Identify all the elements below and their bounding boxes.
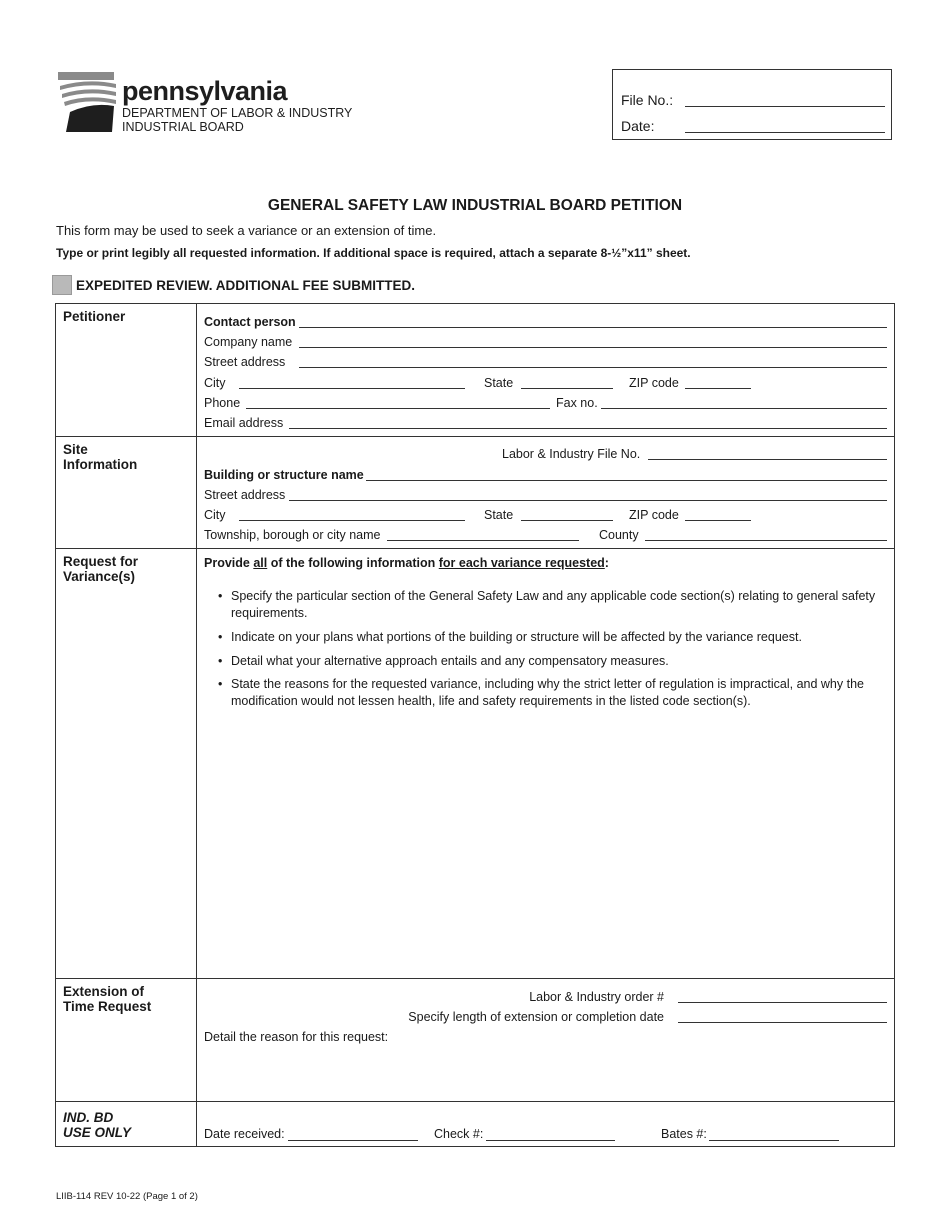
site-state-field[interactable] <box>521 520 613 521</box>
instruction-text: of the following information <box>267 556 439 570</box>
row-divider <box>56 548 894 549</box>
section-petitioner: Petitioner <box>63 309 126 324</box>
row-divider <box>56 436 894 437</box>
zip-label: ZIP code <box>629 376 679 390</box>
street-address-label: Street address <box>204 355 286 369</box>
intro-text: This form may be used to seek a variance or an extension of time. <box>56 223 437 238</box>
site-city-field[interactable] <box>239 520 465 521</box>
section-label-line: Information <box>63 457 138 472</box>
contact-person-field[interactable] <box>299 327 887 328</box>
site-zip-field[interactable] <box>685 520 751 521</box>
petition-form-table <box>55 303 895 1147</box>
variance-bullet: • Indicate on your plans what portions of the building or structure will be affected by the variance request. <box>231 629 891 646</box>
street-address-field[interactable] <box>299 367 887 368</box>
city-label: City <box>204 376 226 390</box>
company-name-label: Company name <box>204 335 293 349</box>
county-field[interactable] <box>645 540 887 541</box>
keystone-logo-icon <box>58 72 118 134</box>
file-no-field[interactable] <box>685 106 885 107</box>
phone-label: Phone <box>204 396 241 410</box>
variance-bullet: • Specify the particular section of the General Safety Law and any applicable code section(s) relating to general safety requirements. <box>231 588 891 622</box>
date-received-label: Date received: <box>204 1127 285 1141</box>
instruction-text: Provide <box>204 556 254 570</box>
state-label: State <box>484 376 514 390</box>
email-label: Email address <box>204 416 284 430</box>
section-request-for-variance <box>63 554 138 584</box>
section-label-line: Variance(s) <box>63 569 136 584</box>
row-divider <box>56 978 894 979</box>
phone-field[interactable] <box>246 408 550 409</box>
section-label-line: IND. BD <box>63 1110 114 1125</box>
expedited-label: EXPEDITED REVIEW. ADDITIONAL FEE SUBMITTED. <box>76 278 416 293</box>
instructions-text: Type or print legibly all requested information. If additional space is required, attach a separate 8-½”x11” sheet. <box>56 246 691 260</box>
site-street-address-field[interactable] <box>289 500 887 501</box>
section-label-line: USE ONLY <box>63 1125 132 1140</box>
order-no-label: Labor & Industry order # <box>529 990 664 1004</box>
extension-reason-label: Detail the reason for this request: <box>204 1030 389 1044</box>
row-divider <box>56 1101 894 1102</box>
section-label-line: Time Request <box>63 999 152 1014</box>
section-office-use <box>63 1110 131 1140</box>
township-field[interactable] <box>387 540 579 541</box>
instruction-emphasis: all <box>253 556 268 570</box>
department-line: DEPARTMENT OF LABOR & INDUSTRY <box>122 106 353 120</box>
section-label-line: Request for <box>63 554 139 569</box>
extension-reason-area[interactable] <box>198 1049 892 1097</box>
section-label-line: Extension of <box>63 984 145 999</box>
building-name-label: Building or structure name <box>204 468 364 482</box>
building-name-field[interactable] <box>366 480 887 481</box>
li-file-no-field[interactable] <box>648 459 887 460</box>
date-field[interactable] <box>685 132 885 133</box>
form-footer: LIIB-114 REV 10-22 (Page 1 of 2) <box>56 1191 198 1202</box>
file-no-label: File No.: <box>621 92 674 108</box>
zip-field[interactable] <box>685 388 751 389</box>
city-field[interactable] <box>239 388 465 389</box>
fax-field[interactable] <box>601 408 887 409</box>
page-title: GENERAL SAFETY LAW INDUSTRIAL BOARD PETITION <box>267 197 683 214</box>
fax-label: Fax no. <box>556 396 598 410</box>
county-label: County <box>599 528 639 542</box>
site-city-label: City <box>204 508 226 522</box>
instruction-emphasis: for each variance requested <box>438 556 605 570</box>
site-zip-label: ZIP code <box>629 508 679 522</box>
company-name-field[interactable] <box>299 347 887 348</box>
expedited-checkbox[interactable] <box>52 275 72 295</box>
site-state-label: State <box>484 508 514 522</box>
file-info-box <box>612 69 892 140</box>
email-field[interactable] <box>289 428 887 429</box>
board-line: INDUSTRIAL BOARD <box>122 120 244 134</box>
instruction-text: : <box>604 556 609 570</box>
variance-response-area[interactable] <box>198 724 892 974</box>
brand-name: pennsylvania <box>122 76 288 106</box>
check-no-label: Check #: <box>434 1127 484 1141</box>
extension-length-label: Specify length of extension or completion date <box>408 1010 664 1024</box>
order-no-field[interactable] <box>678 1002 887 1003</box>
site-street-address-label: Street address <box>204 488 286 502</box>
date-received-field[interactable] <box>288 1140 418 1141</box>
variance-instructions <box>204 556 609 570</box>
department-name <box>122 106 352 134</box>
extension-length-field[interactable] <box>678 1022 887 1023</box>
bates-no-label: Bates #: <box>661 1127 707 1141</box>
column-divider <box>196 304 197 1146</box>
check-no-field[interactable] <box>486 1140 615 1141</box>
state-field[interactable] <box>521 388 613 389</box>
section-site-information <box>63 442 137 472</box>
section-label-line: Site <box>63 442 88 457</box>
variance-bullet: • Detail what your alternative approach entails and any compensatory measures. <box>231 653 891 670</box>
contact-person-label: Contact person <box>204 315 296 329</box>
section-extension-of-time <box>63 984 151 1014</box>
date-label: Date: <box>621 118 655 134</box>
bates-no-field[interactable] <box>709 1140 839 1141</box>
township-label: Township, borough or city name <box>204 528 381 542</box>
li-file-no-label: Labor & Industry File No. <box>502 447 641 461</box>
variance-bullet: • State the reasons for the requested variance, including why the strict letter of regulation is impractical, and why the modification would not lessen health, life and safety requirements in the listed code section(s). <box>231 676 891 710</box>
